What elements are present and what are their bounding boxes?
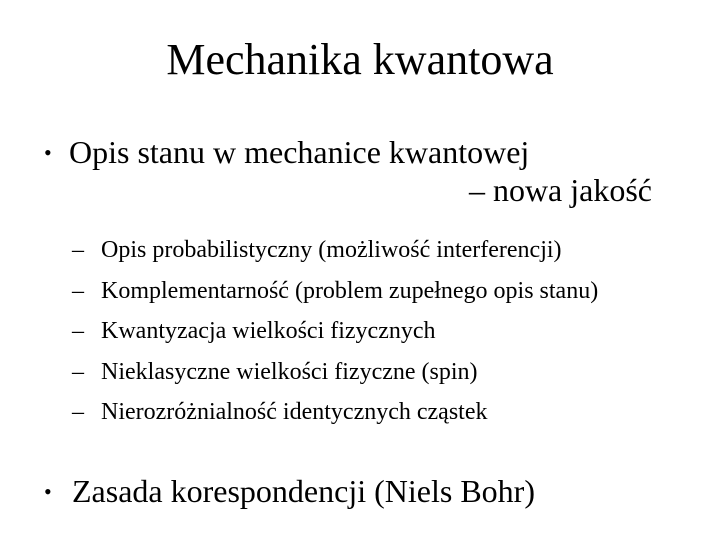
sub-bullet-text: Nierozróżnialność identycznych cząstek bbox=[101, 399, 488, 425]
sub-bullet-text: Nieklasyczne wielkości fizyczne (spin) bbox=[101, 358, 478, 385]
bullet-marker: • bbox=[44, 479, 52, 504]
dash-marker: – bbox=[72, 277, 84, 304]
bullet-marker: • bbox=[44, 140, 52, 165]
sub-bullet-item bbox=[72, 230, 598, 271]
slide-title: Mechanika kwantowa bbox=[166, 35, 554, 84]
bullet-text: Opis stanu w mechanice kwantowej bbox=[69, 134, 530, 170]
sub-bullet-text: Opis probabilistyczny (możliwość interferencji) bbox=[101, 237, 562, 263]
dash-marker: – bbox=[72, 237, 84, 263]
bullet-continuation: – nowa jakość bbox=[468, 172, 652, 208]
bullet-text: Zasada korespondencji (Niels Bohr) bbox=[72, 473, 535, 509]
sub-bullet-list bbox=[72, 230, 598, 433]
dash-marker: – bbox=[72, 318, 84, 344]
dash-marker: – bbox=[72, 399, 84, 425]
sub-bullet-item bbox=[72, 352, 598, 393]
sub-bullet-item bbox=[72, 311, 598, 352]
sub-bullet-text: Komplementarność (problem zupełnego opis stanu) bbox=[101, 277, 599, 304]
sub-bullet-item bbox=[72, 271, 598, 312]
dash-marker: – bbox=[72, 358, 84, 385]
sub-bullet-text: Kwantyzacja wielkości fizycznych bbox=[101, 318, 436, 344]
sub-bullet-item bbox=[72, 392, 598, 433]
